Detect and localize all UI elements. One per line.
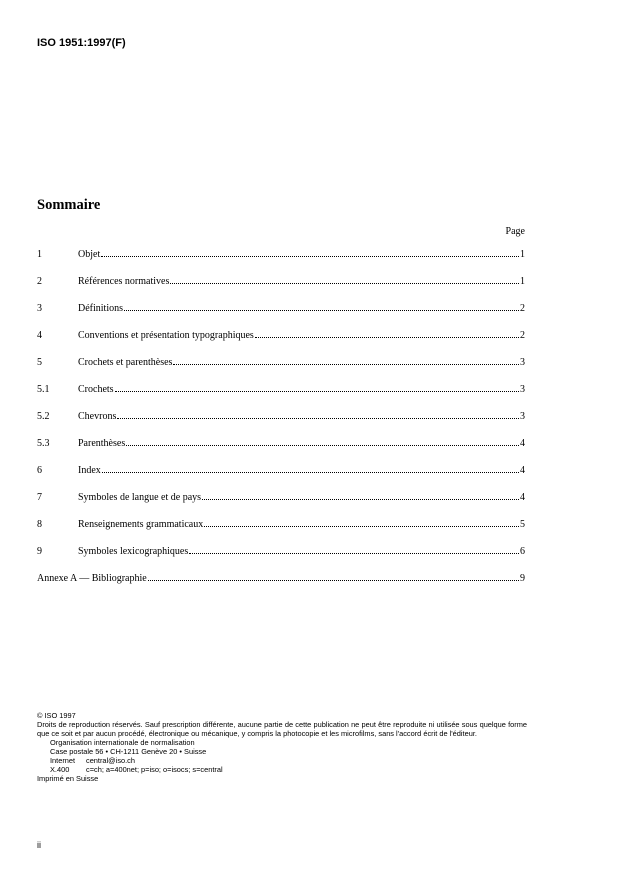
dot-leader (102, 463, 519, 473)
dot-leader (124, 301, 519, 311)
toc-entry-page: 1 (520, 276, 525, 287)
toc-entry[interactable] (37, 517, 525, 544)
toc-entry[interactable] (37, 247, 525, 274)
copyright-notice (37, 711, 527, 783)
toc-entry-number: 7 (37, 492, 42, 503)
toc-entry[interactable] (37, 301, 525, 328)
toc-entry-annex[interactable] (37, 571, 525, 598)
toc-entry-page: 3 (520, 411, 525, 422)
toc-entry-page: 1 (520, 249, 525, 260)
toc-entry-title: Conventions et présentation typographiques (78, 330, 254, 341)
dot-leader (117, 409, 519, 419)
postal-address: Case postale 56 • CH-1211 Genève 20 • Suisse (50, 747, 207, 756)
toc-entry-number: 3 (37, 303, 42, 314)
toc-page-heading: Page (505, 226, 525, 237)
toc-entry[interactable] (37, 544, 525, 571)
toc-entry-number: 2 (37, 276, 42, 287)
x400-value: c=ch; a=400net; p=iso; o=isocs; s=central (86, 765, 223, 774)
toc-entry[interactable] (37, 328, 525, 355)
table-of-contents (37, 247, 525, 598)
toc-entry-title: Définitions (78, 303, 123, 314)
toc-entry-page: 3 (520, 384, 525, 395)
x400-line (50, 765, 527, 774)
toc-entry-page: 5 (520, 519, 525, 530)
toc-entry-page: 4 (520, 465, 525, 476)
dot-leader (101, 247, 519, 257)
dot-leader (115, 382, 519, 392)
toc-entry-page: 2 (520, 303, 525, 314)
toc-entry-number: 5.1 (37, 384, 50, 395)
toc-entry-page: 3 (520, 357, 525, 368)
toc-entry[interactable] (37, 355, 525, 382)
toc-entry-number: 5 (37, 357, 42, 368)
toc-entry-title: Références normatives (78, 276, 170, 287)
toc-entry[interactable] (37, 490, 525, 517)
toc-entry-title: Index (78, 465, 101, 476)
dot-leader (126, 436, 519, 446)
dot-leader (255, 328, 519, 338)
toc-entry-title: Chevrons (78, 411, 117, 422)
toc-entry-number: 5.2 (37, 411, 50, 422)
toc-entry-page: 6 (520, 546, 525, 557)
toc-entry-number: 8 (37, 519, 42, 530)
toc-title: Sommaire (37, 197, 101, 213)
toc-entry-title: Symboles de langue et de pays (78, 492, 202, 503)
toc-entry-title: Crochets et parenthèses (78, 357, 173, 368)
dot-leader (170, 274, 519, 284)
toc-entry-number: 9 (37, 546, 42, 557)
toc-entry[interactable] (37, 382, 525, 409)
toc-entry-page: 9 (520, 573, 525, 584)
rights-statement: Droits de reproduction réservés. Sauf prescription différente, aucune partie de cette publication ne peut être reproduite ni utilisée sous quelque forme que ce soit et par aucun procédé, électronique ou mécanique, y compris la photocopie et les microfilms, sans l'accord écrit de l'éditeur. (37, 720, 527, 738)
publisher-address (37, 738, 527, 774)
toc-entry[interactable] (37, 436, 525, 463)
copyright-line: © ISO 1997 (37, 711, 76, 720)
document-designation: ISO 1951:1997(F) (37, 37, 126, 49)
toc-entry-page: 2 (520, 330, 525, 341)
toc-entry-title: Renseignements grammaticaux (78, 519, 204, 530)
toc-entry-number: 1 (37, 249, 42, 260)
internet-line (50, 756, 527, 765)
org-name: Organisation internationale de normalisation (50, 738, 195, 747)
toc-entry-title: Crochets (78, 384, 114, 395)
dot-leader (204, 517, 519, 527)
toc-entry-title: Symboles lexicographiques (78, 546, 189, 557)
toc-entry-page: 4 (520, 492, 525, 503)
x400-label: X.400 (50, 765, 70, 774)
toc-entry[interactable] (37, 274, 525, 301)
dot-leader (148, 571, 519, 581)
toc-entry-number: 6 (37, 465, 42, 476)
internet-value: central@iso.ch (86, 756, 135, 765)
dot-leader (173, 355, 519, 365)
printed-in: Imprimé en Suisse (37, 774, 99, 783)
toc-entry[interactable] (37, 463, 525, 490)
toc-entry-number: 4 (37, 330, 42, 341)
toc-entry[interactable] (37, 409, 525, 436)
internet-label: Internet (50, 756, 76, 765)
dot-leader (202, 490, 519, 500)
page-number: ii (37, 840, 41, 850)
toc-entry-page: 4 (520, 438, 525, 449)
toc-entry-title: Objet (78, 249, 101, 260)
dot-leader (189, 544, 519, 554)
toc-entry-title: Parenthèses (78, 438, 126, 449)
toc-entry-number: 5.3 (37, 438, 50, 449)
toc-entry-title: Annexe A — Bibliographie (37, 573, 147, 584)
